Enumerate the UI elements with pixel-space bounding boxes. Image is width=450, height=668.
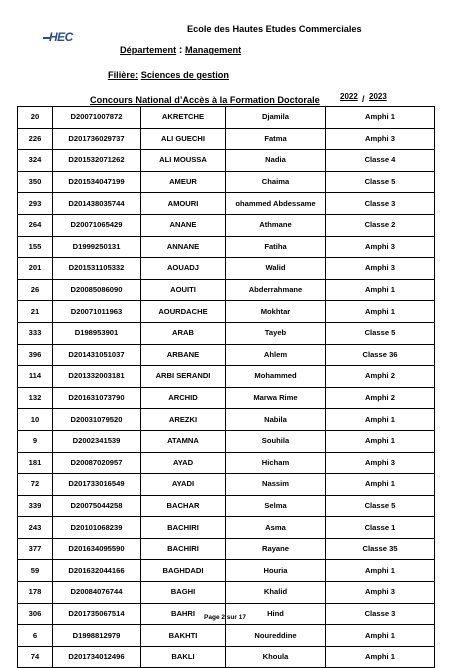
room-cell: Classe 1 xyxy=(326,517,435,539)
filiere-line xyxy=(108,70,229,80)
last-name-cell: ANNANE xyxy=(141,236,226,258)
row-number-cell: 293 xyxy=(18,193,53,215)
first-name-cell: Hind xyxy=(226,603,326,625)
candidates-table xyxy=(17,106,435,668)
row-number-cell: 201 xyxy=(18,258,53,280)
first-name-cell: Athmane xyxy=(226,214,326,236)
last-name-cell: BACHIRI xyxy=(141,538,226,560)
room-cell: Amphi 1 xyxy=(326,646,435,668)
first-name-cell: Rayane xyxy=(226,538,326,560)
last-name-cell: AOUADJ xyxy=(141,258,226,280)
table-row xyxy=(18,474,435,496)
room-cell: Classe 2 xyxy=(326,214,435,236)
registration-id-cell: D201438035744 xyxy=(53,193,141,215)
table-row xyxy=(18,279,435,301)
last-name-cell: BAGHDADI xyxy=(141,560,226,582)
row-number-cell: 306 xyxy=(18,603,53,625)
first-name-cell: Nassim xyxy=(226,474,326,496)
table-row xyxy=(18,322,435,344)
table-row xyxy=(18,344,435,366)
row-number-cell: 10 xyxy=(18,409,53,431)
last-name-cell: AREZKI xyxy=(141,409,226,431)
room-cell: Classe 3 xyxy=(326,193,435,215)
registration-id-cell: D201631073790 xyxy=(53,387,141,409)
row-number-cell: 324 xyxy=(18,150,53,172)
room-cell: Amphi 3 xyxy=(326,236,435,258)
registration-id-cell: D201736029737 xyxy=(53,128,141,150)
table-row xyxy=(18,409,435,431)
last-name-cell: BAGHI xyxy=(141,582,226,604)
room-cell: Amphi 1 xyxy=(326,301,435,323)
room-cell: Classe 5 xyxy=(326,322,435,344)
last-name-cell: ARBI SERANDI xyxy=(141,366,226,388)
last-name-cell: ARCHID xyxy=(141,387,226,409)
row-number-cell: 396 xyxy=(18,344,53,366)
table-row xyxy=(18,538,435,560)
registration-id-cell: D201431051037 xyxy=(53,344,141,366)
row-number-cell: 155 xyxy=(18,236,53,258)
first-name-cell: Tayeb xyxy=(226,322,326,344)
registration-id-cell: D20087020957 xyxy=(53,452,141,474)
row-number-cell: 264 xyxy=(18,214,53,236)
table-row xyxy=(18,366,435,388)
registration-id-cell: D20031079520 xyxy=(53,409,141,431)
last-name-cell: AYADI xyxy=(141,474,226,496)
logo-text: HEC xyxy=(49,30,73,44)
row-number-cell: 114 xyxy=(18,366,53,388)
first-name-cell: Ahlem xyxy=(226,344,326,366)
table-row xyxy=(18,128,435,150)
row-number-cell: 132 xyxy=(18,387,53,409)
row-number-cell: 72 xyxy=(18,474,53,496)
first-name-cell: Nadia xyxy=(226,150,326,172)
row-number-cell: 26 xyxy=(18,279,53,301)
row-number-cell: 6 xyxy=(18,625,53,647)
room-cell: Classe 35 xyxy=(326,538,435,560)
table-row xyxy=(18,258,435,280)
row-number-cell: 333 xyxy=(18,322,53,344)
table-row xyxy=(18,582,435,604)
last-name-cell: BAKHTI xyxy=(141,625,226,647)
table-row xyxy=(18,193,435,215)
row-number-cell: 377 xyxy=(18,538,53,560)
registration-id-cell: D20075044258 xyxy=(53,495,141,517)
page-footer: Page 2 sur 17 xyxy=(204,614,246,621)
last-name-cell: ATAMNA xyxy=(141,430,226,452)
room-cell: Amphi 3 xyxy=(326,258,435,280)
first-name-cell: Houria xyxy=(226,560,326,582)
year-separator: / xyxy=(362,94,365,104)
last-name-cell: AOUITI xyxy=(141,279,226,301)
registration-id-cell: D20085086090 xyxy=(53,279,141,301)
row-number-cell: 178 xyxy=(18,582,53,604)
row-number-cell: 181 xyxy=(18,452,53,474)
first-name-cell: Mohammed xyxy=(226,366,326,388)
room-cell: Classe 5 xyxy=(326,171,435,193)
table-row xyxy=(18,107,435,129)
registration-id-cell: D201733016549 xyxy=(53,474,141,496)
last-name-cell: AMEUR xyxy=(141,171,226,193)
registration-id-cell: D1998812979 xyxy=(53,625,141,647)
first-name-cell: Khalid xyxy=(226,582,326,604)
concours-title: Concours National d’Accès à la Formation Doctorale xyxy=(90,95,320,105)
hec-logo xyxy=(43,30,75,44)
last-name-cell: ALI MOUSSA xyxy=(141,150,226,172)
table-row xyxy=(18,171,435,193)
last-name-cell: AMOURI xyxy=(141,193,226,215)
first-name-cell: Nabila xyxy=(226,409,326,431)
row-number-cell: 350 xyxy=(18,171,53,193)
registration-id-cell: D201532071262 xyxy=(53,150,141,172)
department-line xyxy=(120,44,241,56)
row-number-cell: 243 xyxy=(18,517,53,539)
row-number-cell: 59 xyxy=(18,560,53,582)
table-row xyxy=(18,387,435,409)
first-name-cell: Asma xyxy=(226,517,326,539)
row-number-cell: 226 xyxy=(18,128,53,150)
registration-id-cell: D20084076744 xyxy=(53,582,141,604)
registration-id-cell: D201734012496 xyxy=(53,646,141,668)
first-name-cell: Walid xyxy=(226,258,326,280)
table-row xyxy=(18,517,435,539)
last-name-cell: BACHAR xyxy=(141,495,226,517)
registration-id-cell: D201332003181 xyxy=(53,366,141,388)
registration-id-cell: D20071007872 xyxy=(53,107,141,129)
room-cell: Amphi 1 xyxy=(326,474,435,496)
last-name-cell: ARBANE xyxy=(141,344,226,366)
room-cell: Amphi 2 xyxy=(326,366,435,388)
table-row xyxy=(18,646,435,668)
first-name-cell: Souhila xyxy=(226,430,326,452)
first-name-cell: Fatma xyxy=(226,128,326,150)
last-name-cell: AKRETCHE xyxy=(141,107,226,129)
table-row xyxy=(18,236,435,258)
department-value: Management xyxy=(184,45,242,55)
first-name-cell: Djamila xyxy=(226,107,326,129)
first-name-cell: Chaima xyxy=(226,171,326,193)
year-end: 2023 xyxy=(369,92,387,101)
last-name-cell: ALI GUECHI xyxy=(141,128,226,150)
table-row xyxy=(18,560,435,582)
school-name: Ecole des Hautes Etudes Commerciales xyxy=(187,24,362,34)
first-name-cell: Khoula xyxy=(226,646,326,668)
last-name-cell: AYAD xyxy=(141,452,226,474)
row-number-cell: 9 xyxy=(18,430,53,452)
filiere-value: Sciences de gestion xyxy=(140,70,230,80)
row-number-cell: 21 xyxy=(18,301,53,323)
candidates-table-body xyxy=(18,107,435,668)
first-name-cell: Noureddine xyxy=(226,625,326,647)
department-label: Département xyxy=(120,45,177,55)
table-row xyxy=(18,214,435,236)
last-name-cell: BAHRI xyxy=(141,603,226,625)
first-name-cell: Selma xyxy=(226,495,326,517)
first-name-cell: Fatiha xyxy=(226,236,326,258)
room-cell: Amphi 1 xyxy=(326,279,435,301)
table-row xyxy=(18,495,435,517)
first-name-cell: ohammed Abdessame xyxy=(226,193,326,215)
row-number-cell: 20 xyxy=(18,107,53,129)
registration-id-cell: D20071011963 xyxy=(53,301,141,323)
room-cell: Classe 36 xyxy=(326,344,435,366)
room-cell: Amphi 1 xyxy=(326,430,435,452)
room-cell: Classe 5 xyxy=(326,495,435,517)
table-row xyxy=(18,301,435,323)
table-row xyxy=(18,150,435,172)
last-name-cell: AOURDACHE xyxy=(141,301,226,323)
table-row xyxy=(18,625,435,647)
room-cell: Amphi 1 xyxy=(326,560,435,582)
registration-id-cell: D201634095590 xyxy=(53,538,141,560)
row-number-cell: 74 xyxy=(18,646,53,668)
last-name-cell: ARAB xyxy=(141,322,226,344)
room-cell: Amphi 3 xyxy=(326,128,435,150)
first-name-cell: Hicham xyxy=(226,452,326,474)
registration-id-cell: D201531105332 xyxy=(53,258,141,280)
registration-id-cell: D20101068239 xyxy=(53,517,141,539)
registration-id-cell: D198953901 xyxy=(53,322,141,344)
registration-id-cell: D2002341539 xyxy=(53,430,141,452)
room-cell: Amphi 3 xyxy=(326,582,435,604)
first-name-cell: Marwa Rime xyxy=(226,387,326,409)
row-number-cell: 339 xyxy=(18,495,53,517)
room-cell: Amphi 1 xyxy=(326,409,435,431)
department-separator: : xyxy=(178,44,183,56)
registration-id-cell: D201534047199 xyxy=(53,171,141,193)
filiere-label: Filière: xyxy=(108,70,139,80)
registration-id-cell: D20071065429 xyxy=(53,214,141,236)
room-cell: Classe 3 xyxy=(326,603,435,625)
registration-id-cell: D1999250131 xyxy=(53,236,141,258)
year-start: 2022 xyxy=(340,92,358,101)
table-row xyxy=(18,430,435,452)
last-name-cell: ANANE xyxy=(141,214,226,236)
room-cell: Amphi 3 xyxy=(326,452,435,474)
room-cell: Amphi 2 xyxy=(326,387,435,409)
room-cell: Amphi 1 xyxy=(326,107,435,129)
last-name-cell: BAKLI xyxy=(141,646,226,668)
first-name-cell: Abderrahmane xyxy=(226,279,326,301)
registration-id-cell: D201735067514 xyxy=(53,603,141,625)
last-name-cell: BACHIRI xyxy=(141,517,226,539)
registration-id-cell: D201632044166 xyxy=(53,560,141,582)
room-cell: Classe 4 xyxy=(326,150,435,172)
room-cell: Amphi 1 xyxy=(326,625,435,647)
first-name-cell: Mokhtar xyxy=(226,301,326,323)
table-row xyxy=(18,452,435,474)
